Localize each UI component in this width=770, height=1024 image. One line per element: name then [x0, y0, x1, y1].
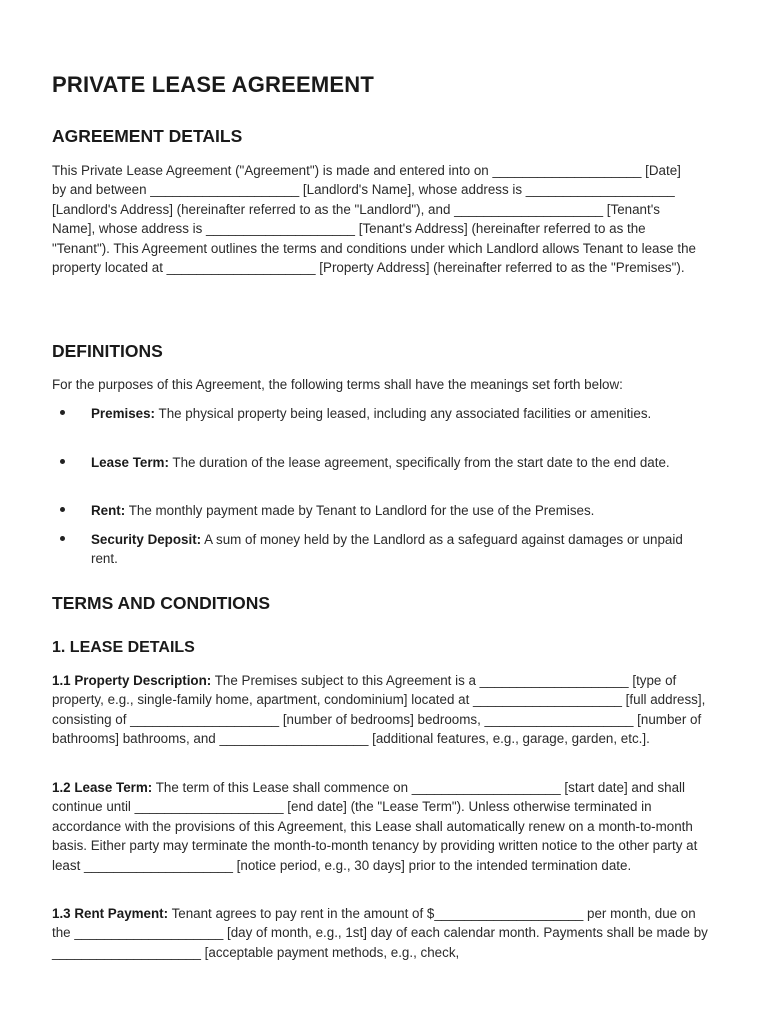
definition-text: A sum of money held by the Landlord as a safeguard against damages or unpaid rent. — [91, 532, 683, 567]
clause-lease-term — [52, 778, 717, 875]
clause-label: 1.1 Property Description: — [52, 673, 212, 688]
definition-term: Security Deposit: — [91, 532, 202, 547]
list-item — [52, 453, 692, 472]
clause-text: Tenant agrees to pay rent in the amount of $____________________ per month, due on the ____________________ [day of month, e.g., 1st] day of each calendar month. Payments shall be made by ____________________ [acceptable payment methods, e.g., check, — [52, 906, 708, 960]
definition-text: The duration of the lease agreement, specifically from the start date to the end date. — [168, 455, 670, 470]
list-item — [52, 404, 692, 423]
agreement-details-heading: AGREEMENT DETAILS — [52, 126, 243, 146]
definition-term: Premises: — [91, 406, 156, 421]
page-title: PRIVATE LEASE AGREEMENT — [52, 72, 374, 97]
definition-term: Lease Term: — [91, 455, 169, 470]
definitions-heading: DEFINITIONS — [52, 341, 163, 361]
definition-text: The physical property being leased, including any associated facilities or amenities. — [155, 406, 652, 421]
definitions-intro: For the purposes of this Agreement, the following terms shall have the meanings set forth below: — [52, 377, 623, 392]
clause-label: 1.2 Lease Term: — [52, 780, 153, 795]
clause-rent-payment — [52, 904, 717, 962]
bullet-dot-icon — [60, 536, 65, 541]
list-item — [52, 501, 692, 520]
terms-heading: TERMS AND CONDITIONS — [52, 593, 271, 613]
definition-term: Rent: — [91, 503, 126, 518]
bullet-dot-icon — [60, 507, 65, 512]
clause-property-description — [52, 671, 717, 749]
clause-text: The term of this Lease shall commence on ____________________ [start date] and shall continue until ____________________ [end date] (the "Lease Term"). Unless otherwise terminated in accordance with the provisions of this Agreement, this Lease shall automatically renew on a month-to-month basis. Either party may terminate the month-to-month tenancy by providing written notice to the other party at least ____________________ [notice period, e.g., 30 days] prior to the intended termination date. — [52, 780, 698, 873]
clause-text: The Premises subject to this Agreement is a ____________________ [type of property, e.g., single-family home, apartment, condominium] located at ____________________ [full address], consisting of ____________________ [number of bedrooms] bedrooms, ____________________ [number of bathrooms] bathrooms, and ____________________ [additional features, e.g., garage, garden, etc.]. — [52, 673, 706, 747]
agreement-details-text: This Private Lease Agreement ("Agreement") is made and entered into on ____________________ [Date] by and between ____________________ [Landlord's Name], whose address is ____________________ [Landlord's Address] (hereinafter referred to as the "Landlord"), and ____________________ [Tenant's Name], whose address is ____________________ [Tenant's Address] (hereinafter referred to as the "Tenant"). This Agreement outlines the terms and conditions under which Landlord allows Tenant to lease the property located at ____________________ [Property Address] (hereinafter referred to as the "Premises"). — [52, 163, 696, 276]
bullet-dot-icon — [60, 459, 65, 464]
definition-text: The monthly payment made by Tenant to Landlord for the use of the Premises. — [125, 503, 595, 518]
bullet-dot-icon — [60, 410, 65, 415]
clause-label: 1.3 Rent Payment: — [52, 906, 169, 921]
lease-details-heading: 1. LEASE DETAILS — [52, 639, 195, 656]
list-item — [52, 530, 692, 569]
